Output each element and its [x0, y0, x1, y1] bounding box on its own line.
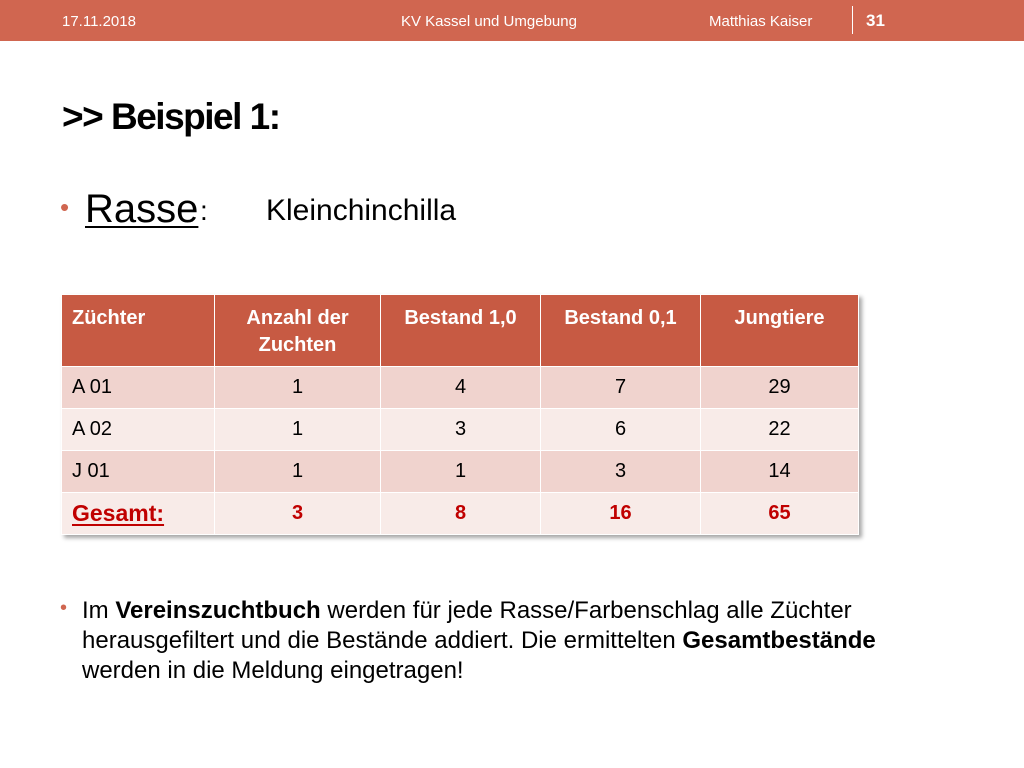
table-cell: 14	[701, 451, 859, 493]
column-header: Anzahl der Zuchten	[215, 295, 381, 367]
slide-date: 17.11.2018	[62, 13, 136, 30]
table-cell: J 01	[62, 451, 215, 493]
table-row	[62, 409, 859, 451]
table-cell: 22	[701, 409, 859, 451]
table-row	[62, 367, 859, 409]
rasse-value: Kleinchinchilla	[266, 194, 457, 227]
slide-number: 31	[866, 11, 885, 30]
bullet-dot-icon: •	[60, 192, 70, 222]
column-header: Bestand 1,0	[381, 295, 541, 367]
table-cell: 3	[541, 451, 701, 493]
total-label: Gesamt:	[62, 493, 215, 535]
rasse-label: Rasse	[85, 187, 199, 231]
rasse-colon: :	[200, 195, 208, 226]
table-cell: 6	[541, 409, 701, 451]
table-cell: 8	[381, 493, 541, 535]
table-header-row	[62, 295, 859, 367]
bold-term: Gesamtbestände	[682, 627, 876, 654]
bullet-dot-icon: •	[60, 597, 68, 619]
header-divider	[852, 6, 853, 34]
text-run: Im	[82, 597, 116, 624]
table-cell: 7	[541, 367, 701, 409]
slide-author: Matthias Kaiser	[709, 13, 813, 30]
text-run: werden für jede Rasse/Farbenschlag alle Züchter herausgefiltert und die Bestände addiert. Die ermittelten	[82, 597, 852, 654]
table-cell: 1	[381, 451, 541, 493]
text-run: werden in die Meldung eingetragen!	[82, 657, 464, 684]
column-header: Bestand 0,1	[541, 295, 701, 367]
table-cell: 65	[701, 493, 859, 535]
slide-footer-title: KV Kassel und Umgebung	[401, 13, 577, 30]
slide-header-bar	[0, 0, 1024, 41]
table-cell: 4	[381, 367, 541, 409]
table-cell: 1	[215, 451, 381, 493]
slide-title: >> Beispiel 1:	[62, 96, 280, 137]
table-cell: 3	[215, 493, 381, 535]
table-row	[62, 451, 859, 493]
table-total-row	[62, 493, 859, 535]
bold-term: Vereinszuchtbuch	[115, 597, 321, 624]
column-header: Jungtiere	[701, 295, 859, 367]
table-cell: A 01	[62, 367, 215, 409]
breeder-table	[61, 294, 859, 535]
table-cell: 3	[381, 409, 541, 451]
table-cell: 1	[215, 367, 381, 409]
explanation-text	[82, 596, 932, 686]
table-cell: A 02	[62, 409, 215, 451]
table-cell: 29	[701, 367, 859, 409]
column-header: Züchter	[62, 295, 215, 367]
table-cell: 1	[215, 409, 381, 451]
table-cell: 16	[541, 493, 701, 535]
